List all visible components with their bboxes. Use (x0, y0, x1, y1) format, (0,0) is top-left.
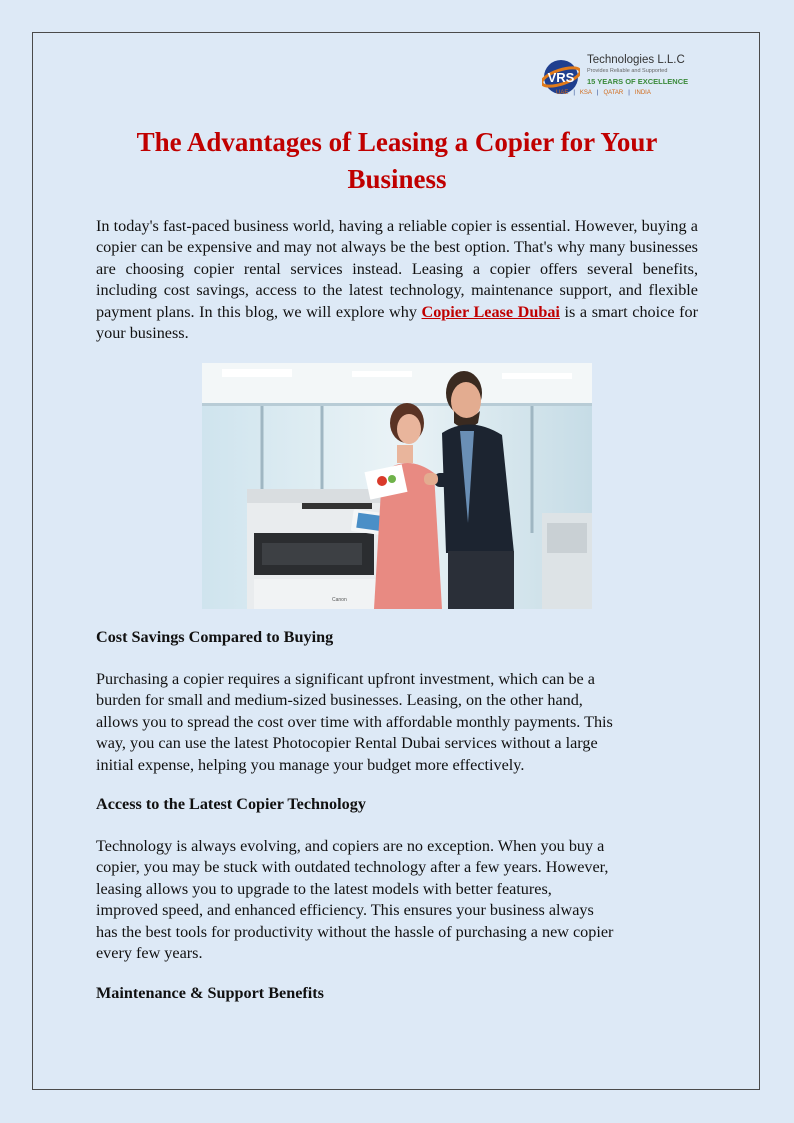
region-qatar: QATAR (603, 90, 624, 96)
paragraph-line: every few years. (96, 944, 203, 963)
region-uae: UAE (556, 90, 569, 96)
paragraph-line: burden for small and medium-sized businesses. Leasing, on the other hand, (96, 691, 583, 710)
latest-technology-paragraph (96, 836, 698, 964)
region-ksa: KSA (579, 90, 592, 96)
logo-badge-text: VRS (547, 70, 575, 85)
section-heading-maintenance-support: Maintenance & Support Benefits (96, 984, 324, 1002)
paragraph-line: has the best tools for productivity without the hassle of purchasing a new copier (96, 922, 614, 941)
region-separator: | (628, 90, 630, 96)
office-copier-photo (202, 363, 592, 609)
intro-text-end: is a smart choice for your business. (96, 302, 698, 343)
paragraph-line: copier, you may be stuck with outdated technology after a few years. However, (96, 858, 609, 877)
region-separator: | (596, 90, 599, 96)
intro-paragraph (96, 216, 698, 344)
logo-years-badge: 15 YEARS OF EXCELLENCE (587, 77, 689, 86)
cost-savings-paragraph (96, 669, 698, 776)
article-title: The Advantages of Leasing a Copier for Your Business (136, 127, 658, 194)
company-logo (540, 54, 700, 100)
paragraph-line: leasing allows you to upgrade to the latest models with better features, (96, 879, 552, 898)
region-india: INDIA (634, 90, 651, 96)
region-separator: | (573, 90, 575, 96)
copier-lease-dubai-link[interactable]: Copier Lease Dubai (421, 302, 560, 321)
paragraph-line: allows you to spread the cost over time with affordable monthly payments. This (96, 712, 613, 731)
logo-tagline: Provides Reliable and Supported (587, 68, 668, 74)
paragraph-line: Technology is always evolving, and copiers are no exception. When you buy a (96, 837, 605, 855)
section-heading-cost-savings: Cost Savings Compared to Buying (96, 628, 334, 646)
paragraph-line: way, you can use the latest Photocopier Rental Dubai services without a large (96, 734, 598, 753)
logo-company-name: Technologies L.L.C (587, 54, 685, 66)
section-heading-latest-technology: Access to the Latest Copier Technology (96, 795, 366, 813)
printer-brand-label: Canon (332, 597, 347, 603)
intro-text: In today's fast-paced business world, having a reliable copier is essential. However, buying a copier can be expensive and may not always be the best option. That's why many businesses are choosing copier rental services instead. Leasing a copier offers several benefits, including cost savings, access to the latest technology, maintenance support, and flexible payment plans. In this blog, we will explore why (96, 217, 698, 321)
logo-regions (556, 90, 651, 96)
paragraph-line: improved speed, and enhanced efficiency. This ensures your business always (96, 901, 594, 920)
paragraph-line: initial expense, helping you manage your budget more effectively. (96, 755, 525, 774)
paragraph-line: Purchasing a copier requires a significant upfront investment, which can be a (96, 670, 595, 688)
